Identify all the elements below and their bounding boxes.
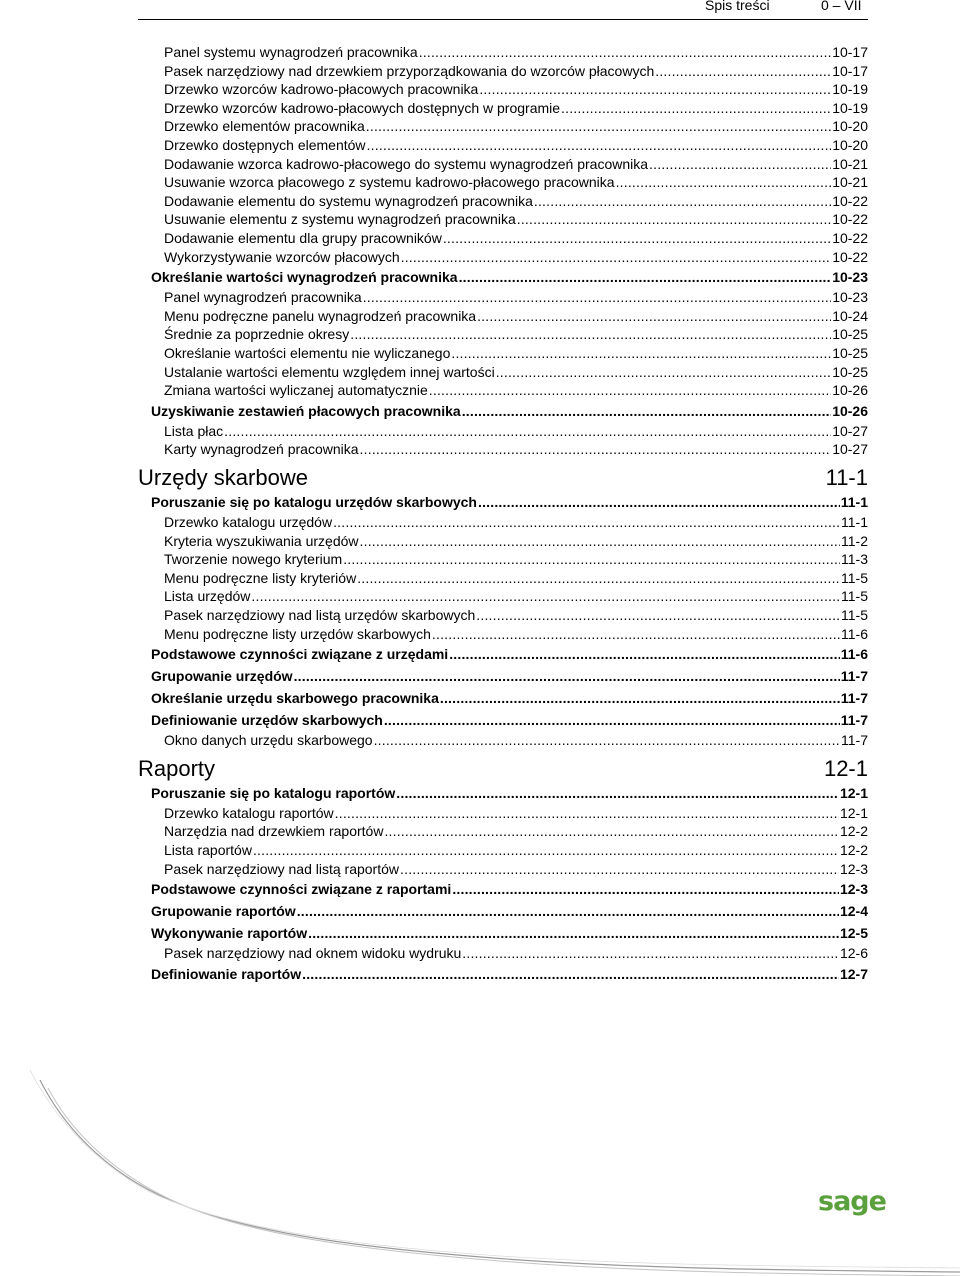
toc-leader-dots: [335, 804, 839, 822]
toc-entry-title: Wykonywanie raportów: [151, 925, 308, 942]
toc-leader-dots: [655, 62, 831, 80]
toc-chapter[interactable]: [138, 755, 868, 783]
toc-entry-title: Lista raportów: [164, 842, 252, 858]
toc-entry-title: Dodawanie wzorca kadrowo-płacowego do systemu wynagrodzeń pracownika: [164, 155, 649, 172]
toc-leader-dots: [308, 923, 839, 943]
toc-subsection[interactable]: [164, 99, 868, 117]
toc-leader-dots: [451, 344, 831, 362]
toc-section[interactable]: [151, 901, 868, 921]
toc-page-number: 12-1: [839, 804, 868, 821]
toc-entry-title: Podstawowe czynności związane z urzędami: [151, 646, 449, 663]
toc-entry-title: Określanie wartości wynagrodzeń pracownika: [151, 269, 458, 286]
toc-entry-title: Zmiana wartości wyliczanej automatycznie: [164, 382, 428, 399]
toc-page-number: 11-1: [840, 494, 868, 510]
toc-page-number: 12-1: [839, 784, 868, 801]
toc-entry-title: Menu podręczne listy urzędów skarbowych: [164, 625, 431, 642]
toc-page-number: 10-22: [832, 192, 868, 209]
toc-subsection[interactable]: [164, 62, 868, 80]
toc-section[interactable]: [151, 964, 868, 984]
toc-subsection[interactable]: [164, 625, 868, 643]
toc-leader-dots: [449, 644, 840, 664]
toc-leader-dots: [297, 901, 839, 921]
toc-section[interactable]: [151, 666, 868, 686]
toc-section[interactable]: [151, 492, 868, 512]
toc-entry-title: Drzewko katalogu urzędów: [164, 514, 333, 530]
toc-entry-title: Wykorzystywanie wzorców płacowych: [164, 248, 400, 265]
toc-page-number: 11-1: [825, 465, 868, 490]
toc-page-number: 11-7: [841, 732, 868, 749]
toc-leader-dots: [429, 381, 831, 399]
toc-page-number: 11-5: [841, 569, 868, 586]
toc-subsection[interactable]: [164, 532, 868, 550]
toc-leader-dots: [294, 666, 840, 686]
toc-leader-dots: [363, 288, 832, 306]
toc-leader-dots: [443, 229, 831, 247]
toc-leader-dots: [440, 688, 840, 708]
toc-entry-title: Dodawanie elementu do systemu wynagrodzeń pracownika: [164, 192, 533, 209]
toc-leader-dots: [251, 587, 840, 605]
toc-page-number: 10-19: [832, 81, 868, 98]
toc-page-number: 10-17: [832, 44, 868, 60]
toc-subsection[interactable]: [164, 513, 868, 531]
toc-chapter[interactable]: [138, 464, 868, 492]
toc-leader-dots: [374, 731, 840, 749]
page-header: [138, 0, 868, 20]
toc-section[interactable]: [151, 783, 868, 803]
toc-leader-dots: [479, 80, 831, 98]
toc-subsection[interactable]: [164, 731, 868, 749]
toc-leader-dots: [384, 710, 840, 730]
toc-leader-dots: [432, 625, 840, 643]
toc-section[interactable]: [151, 879, 868, 899]
toc-subsection[interactable]: [164, 155, 868, 173]
toc-page-number: 12-1: [823, 755, 868, 781]
toc-page-number: 10-20: [832, 118, 868, 135]
toc-entry-title: Drzewko elementów pracownika: [164, 118, 365, 135]
toc-entry-title: Lista urzędów: [164, 588, 251, 605]
toc-entry-title: Określanie urzędu skarbowego pracownika: [151, 690, 439, 707]
toc-entry-title: Drzewko wzorców kadrowo-płacowych pracownika: [164, 81, 479, 98]
toc-leader-dots: [452, 879, 839, 899]
toc-entry-title: Poruszanie się po katalogu raportów: [151, 784, 396, 801]
toc-subsection[interactable]: [164, 841, 868, 859]
toc-subsection[interactable]: [164, 606, 868, 624]
toc-subsection[interactable]: [164, 288, 868, 306]
toc-page-number: 11-5: [841, 607, 868, 623]
toc-leader-dots: [561, 99, 831, 117]
toc-page-number: 11-7: [840, 690, 868, 707]
toc-page-number: 10-23: [832, 289, 868, 306]
toc-leader-dots: [350, 325, 831, 343]
toc-leader-dots: [366, 117, 831, 135]
toc-subsection[interactable]: [164, 422, 868, 440]
toc-entry-title: Pasek narzędziowy nad oknem widoku wydruku: [164, 945, 462, 962]
toc-section[interactable]: [151, 267, 868, 287]
decorative-swoosh: [0, 1060, 960, 1276]
toc-subsection[interactable]: [164, 325, 868, 343]
toc-entry-title: Narzędzia nad drzewkiem raportów: [164, 823, 384, 840]
toc-subsection[interactable]: [164, 944, 868, 962]
toc-entry-title: Lista płac: [164, 422, 224, 439]
toc-entry-title: Pasek narzędziowy nad listą urzędów skarbowych: [164, 607, 476, 623]
toc-entry-title: Drzewko wzorców kadrowo-płacowych dostępnych w programie: [164, 99, 561, 116]
toc-leader-dots: [357, 569, 840, 587]
toc-page-number: 12-7: [839, 965, 868, 982]
toc-page-number: 12-2: [839, 842, 868, 858]
toc-page-number: 11-7: [840, 668, 868, 685]
toc-entry-title: Menu podręczne listy kryteriów: [164, 569, 357, 586]
toc-leader-dots: [333, 513, 840, 531]
toc-subsection[interactable]: [164, 804, 868, 822]
toc-entry-title: Karty wynagrodzeń pracownika: [164, 441, 359, 458]
toc-entry-title: Pasek narzędziowy nad listą raportów: [164, 860, 400, 877]
toc-page-number: 10-21: [832, 155, 868, 172]
toc-page-number: 10-23: [832, 269, 868, 286]
toc-subsection[interactable]: [164, 173, 868, 191]
toc-entry-title: Usuwanie elementu z systemu wynagrodzeń pracownika: [164, 211, 516, 228]
toc-subsection[interactable]: [164, 43, 868, 61]
toc-entry-title: Drzewko katalogu raportów: [164, 804, 334, 821]
toc-subsection[interactable]: [164, 440, 868, 458]
toc-subsection[interactable]: [164, 248, 868, 266]
toc-subsection[interactable]: [164, 344, 868, 362]
toc-leader-dots: [384, 822, 839, 840]
toc-subsection[interactable]: [164, 363, 868, 381]
toc-entry-title: Usuwanie wzorca płacowego z systemu kadrowo-płacowego pracownika: [164, 174, 615, 191]
toc-leader-dots: [496, 363, 831, 381]
toc-page-number: 10-20: [832, 137, 868, 153]
toc-leader-dots: [462, 944, 839, 962]
toc-subsection[interactable]: [164, 860, 868, 878]
toc-page-number: 10-21: [832, 174, 868, 191]
toc-leader-dots: [401, 248, 832, 266]
toc-page-number: 10-26: [832, 382, 868, 399]
toc-entry-title: Poruszanie się po katalogu urzędów skarbowych: [151, 494, 477, 510]
toc-subsection[interactable]: [164, 550, 868, 568]
toc-page-number: 10-22: [832, 211, 868, 228]
toc-page-number: 10-25: [832, 345, 868, 361]
toc-leader-dots: [616, 173, 832, 191]
toc-leader-dots: [367, 136, 832, 154]
toc-leader-dots: [224, 422, 831, 440]
toc-subsection[interactable]: [164, 136, 868, 154]
toc-entry-title: Okno danych urzędu skarbowego: [164, 732, 373, 749]
toc-subsection[interactable]: [164, 80, 868, 98]
toc-subsection[interactable]: [164, 192, 868, 210]
toc-leader-dots: [343, 550, 840, 568]
toc-entry-title: Grupowanie raportów: [151, 903, 296, 920]
toc-page-number: 10-17: [832, 62, 868, 79]
toc-section[interactable]: [151, 923, 868, 943]
toc-subsection[interactable]: [164, 822, 868, 840]
toc-entry-title: Menu podręczne panelu wynagrodzeń pracownika: [164, 307, 477, 324]
toc-leader-dots: [396, 783, 839, 803]
toc-leader-dots: [478, 492, 840, 512]
toc-page-number: 12-5: [839, 925, 868, 942]
toc-page-number: 10-22: [832, 230, 868, 246]
toc-page-number: 12-3: [839, 881, 868, 898]
toc-subsection[interactable]: [164, 569, 868, 587]
toc-leader-dots: [459, 267, 832, 287]
toc-leader-dots: [360, 532, 840, 550]
toc-page-number: 11-3: [841, 551, 868, 568]
toc-entry-title: Pasek narzędziowy nad drzewkiem przyporządkowania do wzorców płacowych: [164, 62, 655, 79]
toc-entry-title: Raporty: [138, 755, 216, 781]
sage-logo: sage: [818, 1186, 886, 1217]
toc-page-number: 11-2: [841, 532, 868, 549]
toc-leader-dots: [477, 307, 831, 325]
toc-page-number: 10-25: [832, 326, 868, 343]
toc-subsection[interactable]: [164, 229, 868, 247]
toc-leader-dots: [253, 841, 839, 859]
header-section-title: Spis treści: [705, 0, 770, 13]
toc-page-number: 11-5: [841, 588, 868, 605]
toc-leader-dots: [517, 210, 831, 228]
toc-leader-dots: [462, 401, 832, 421]
toc-leader-dots: [360, 440, 832, 458]
toc-page-number: 10-19: [832, 99, 868, 116]
toc-page-number: 10-27: [832, 441, 868, 458]
toc-subsection[interactable]: [164, 210, 868, 228]
toc-leader-dots: [302, 964, 839, 984]
toc-entry-title: Definiowanie raportów: [151, 965, 302, 982]
toc-leader-dots: [649, 155, 831, 173]
toc-subsection[interactable]: [164, 307, 868, 325]
header-page-number: 0 – VII: [821, 0, 862, 13]
toc-entry-title: Uzyskiwanie zestawień płacowych pracownika: [151, 402, 461, 419]
toc-subsection[interactable]: [164, 587, 868, 605]
toc-page-number: 10-25: [832, 363, 868, 380]
toc-leader-dots: [400, 860, 839, 878]
toc-page-number: 11-1: [841, 514, 868, 530]
toc-entry-title: Grupowanie urzędów: [151, 668, 293, 685]
toc-page-number: 12-6: [839, 945, 868, 962]
toc-entry-title: Określanie wartości elementu nie wyliczanego: [164, 345, 451, 361]
toc-page-number: 10-26: [832, 402, 868, 419]
toc-page-number: 10-24: [832, 307, 868, 324]
toc-leader-dots: [534, 192, 831, 210]
toc-page-number: 10-27: [832, 422, 868, 439]
toc-entry-title: Definiowanie urzędów skarbowych: [151, 712, 383, 729]
toc-subsection[interactable]: [164, 117, 868, 135]
toc-page-number: 11-6: [840, 646, 868, 663]
toc-page-number: 10-22: [832, 248, 868, 265]
toc-page-number: 11-7: [840, 712, 868, 729]
toc-section[interactable]: [151, 401, 868, 421]
toc-entry-title: Tworzenie nowego kryterium: [164, 551, 343, 568]
toc-subsection[interactable]: [164, 381, 868, 399]
toc-entry-title: Podstawowe czynności związane z raportami: [151, 881, 452, 898]
toc-entry-title: Dodawanie elementu dla grupy pracowników: [164, 230, 442, 246]
toc-entry-title: Kryteria wyszukiwania urzędów: [164, 532, 359, 549]
toc-entry-title: Urzędy skarbowe: [138, 465, 308, 490]
toc-section[interactable]: [151, 688, 868, 708]
toc-leader-dots: [419, 43, 831, 61]
toc-page-number: 12-3: [839, 860, 868, 877]
toc-entry-title: Średnie za poprzednie okresy: [164, 326, 350, 343]
toc-page-number: 11-6: [841, 625, 868, 642]
toc-section[interactable]: [151, 644, 868, 664]
toc-entry-title: Panel systemu wynagrodzeń pracownika: [164, 44, 418, 60]
toc-section[interactable]: [151, 710, 868, 730]
toc-entry-title: Ustalanie wartości elementu względem innej wartości: [164, 363, 495, 380]
toc-entry-title: Panel wynagrodzeń pracownika: [164, 289, 362, 306]
toc-page-number: 12-4: [839, 903, 868, 920]
toc-entry-title: Drzewko dostępnych elementów: [164, 137, 366, 153]
toc-leader-dots: [476, 606, 840, 624]
toc-page-number: 12-2: [839, 823, 868, 840]
